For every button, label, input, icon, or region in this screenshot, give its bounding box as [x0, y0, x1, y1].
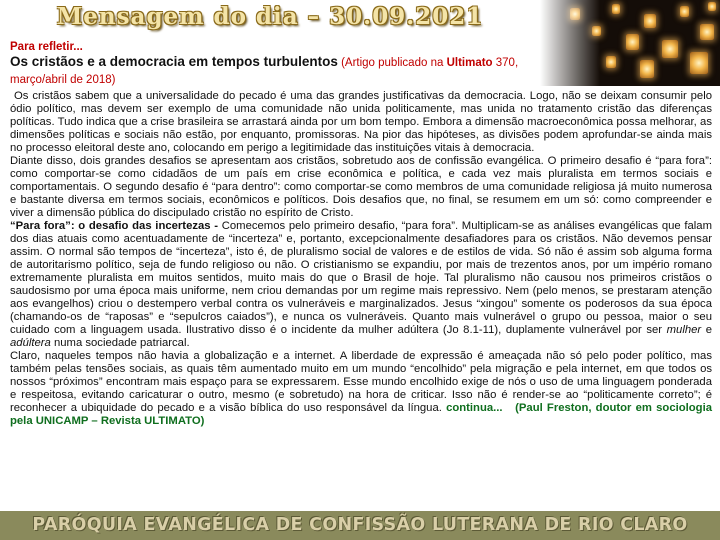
paragraph-4 [10, 350, 712, 428]
page-title: Mensagem do dia – 30.09.2021 [56, 3, 484, 30]
continua-note: continua... [446, 402, 503, 414]
headline-text: Os cristãos e a democracia em tempos turbulentos [10, 54, 338, 69]
publication-issue: 370, março/abril de 2018) [10, 57, 519, 86]
emphasis-mulher: mulher [666, 324, 702, 336]
emphasis-adultera: adúltera [10, 337, 51, 349]
article-headline [10, 54, 540, 88]
reflect-label: Para refletir... [10, 41, 83, 53]
article-intro [10, 41, 540, 88]
paragraph-3-end: numa sociedade patriarcal. [50, 337, 190, 349]
publication-magazine: Ultimato [446, 57, 493, 69]
section-subheading: “Para fora”: o desafio das incertezas - [10, 220, 222, 232]
paragraph-2: Diante disso, dois grandes desafios se apresentam aos cristãos, sobretudo aos de confissão evangélica. O primeiro desafio é “para fora”: como comportar-se como cidadãos de um país em crise econômica e política, e cada vez mais pluralista em termos sociais e comportamentais. O segundo desafio é “para dentro”: como comportar-se como membros de uma comunidade religiosa já muito numerosa e bastante diversa em termos sociais, econômicos e políticos. Dois desafios que, no final, se resumem em um só: como compreender e viver a dimensão pública do discipulado cristão no espírito de Cristo. [10, 155, 712, 219]
author-credit: (Paul Freston, doutor em sociologia pela UNICAMP – Revista ULTIMATO) [10, 402, 712, 427]
paragraph-3-text: Comecemos pelo primeiro desafio, “para fora”. Multiplicam-se as análises evangélicas que falam dos dias atuais como acentuadamente de “incerteza” e, portanto, excepcionalmente desafiadores para os cristãos. Não devemos pensar assim. O normal são tempos de “incerteza”, isto é, de pluralismo social de valores e de estilos de vida. Só não é assim sob alguma forma de autoritarismo político, seja de fundo religioso ou não. O cristianismo se expandiu, por mais de trezentos anos, por um império romano extremamente pluralista em muitos sentidos, muito mais do que o Brasil de hoje. Tal pluralismo não causou nos primeiros cristãos o saudosismo por uma época mais uniforme, nem criou demandas por um regime mais repressivo. Nem (pelo menos, se prestaram atenção aos evangelhos) criou o destempero verbal contra os vulneráveis e marginalizados. Jesus “xingou” somente os poderosos da sua época (chamando-os de “raposas” e “sepulcros caiados”), e nunca os vulneráveis. Quanto mais vulnerável o grupo ou pessoa, maior o seu cuidado com a linguagem usada. Ilustrativo disso é o incidente da mulher adúltera (Jo 8.1-11), duplamente vulnerável por ser [10, 220, 712, 336]
article-body [10, 90, 712, 428]
paragraph-3-mid: e [701, 324, 712, 336]
paragraph-4-text: Claro, naqueles tempos não havia a globalização e a internet. A liberdade de expressão é ameaçada não só pelo poder político, mas também pelas tensões sociais, as quais têm aumentado muito em um mundo “encolhido” pela migração e pela internet, em que todos os nossos “próximos” encontram mais espaço para se expressarem. Esse mundo encolhido exige de nós o uso de uma linguagem ponderada e respeitosa, evitando caricaturar o outro, mesmo (e sobretudo) na hora de criticar. Isso não é render-se ao “politicamente correto”; é reconhecer a ubiquidade do pecado e a visão bíblica do uso responsável da língua. [10, 350, 712, 414]
publication-open: (Artigo publicado na [337, 57, 447, 69]
parish-footer: PARÓQUIA EVANGÉLICA DE CONFISSÃO LUTERANA DE RIO CLARO [0, 511, 720, 540]
paragraph-1: Os cristãos sabem que a universalidade do pecado é uma das grandes justificativas da democracia. Logo, não se deixam consumir pelo ódio político, mas devem ser exemplo de uma comunidade não unida politicamente, mas unida no tratamento cristão das diferenças políticas. Tudo indica que a crise brasileira se arrastará ainda por um bom tempo. Embora a dimensão macroeconômica possa melhorar, as dimensões políticas e sociais não estão, por enquanto, promissoras. Na pior das hipóteses, as divisões podem aprofundar-se ainda mais no processo eleitoral deste ano, colocando em perigo a legitimidade das instituições vitais à democracia. [10, 90, 712, 154]
floating-lanterns-photo [540, 0, 720, 86]
paragraph-3 [10, 220, 712, 350]
